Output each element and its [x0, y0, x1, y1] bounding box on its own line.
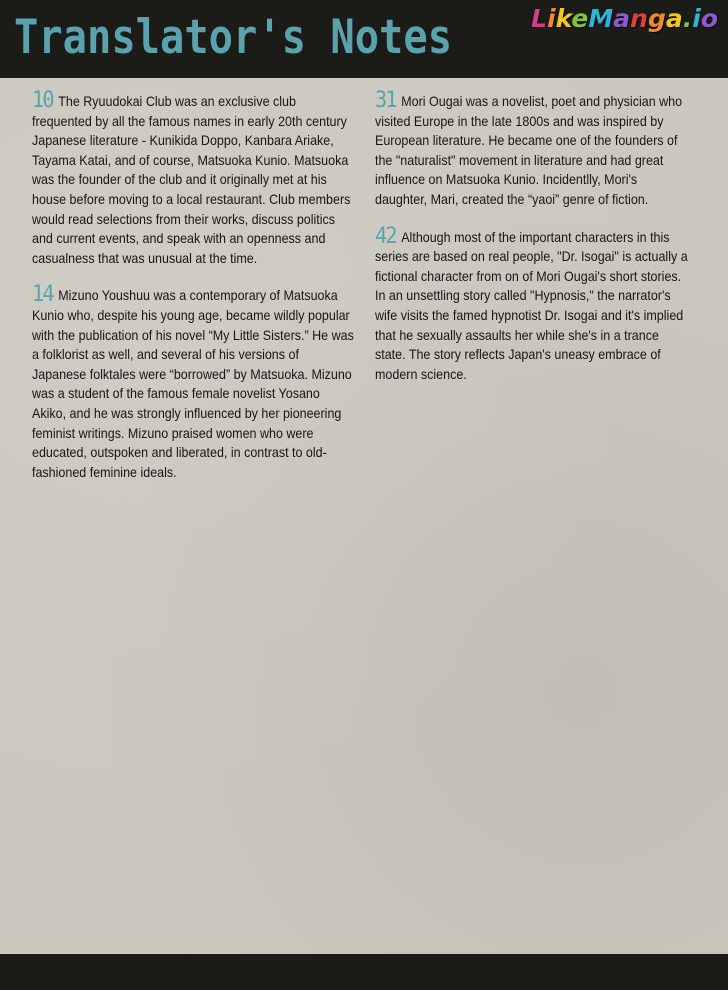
note-text: Although most of the important characters in this series are based on real people, "Dr. Isogai" is actually a fictional character from on of Mori Ougai's short stories. In an unsettling story called "Hypnosis," the narrator's wife visits the famed hypnotist Dr. Isogai and it's implied that he sexually assaults her while she's in a trance state. The story reflects Japan's uneasy embrace of modern science. — [375, 229, 688, 382]
note-10 — [32, 88, 354, 268]
note-text: The Ryuudokai Club was an exclusive club frequented by all the famous names in early 20th century Japanese literature - Kunikida Doppo, Kanbara Ariake, Tayama Katai, and of course, Matsuoka Kunio. Matsuoka was the founder of the club and it originally met at his house before moving to a local restaurant. Club members would read selections from their works, discuss politics and current events, and speak with an openness and casualness that was unusual at the time. — [32, 94, 351, 266]
watermark-logo: LikeManga.io — [531, 4, 718, 33]
note-text: Mizuno Youshuu was a contemporary of Matsuoka Kunio who, despite his young age, became wildly popular with the publication of his novel “My Little Sisters.” He was a folklorist as well, and several of his versions of Japanese folktales were “borrowed” by Matsuoka. Mizuno was a student of the famous female novelist Yosano Akiko, and he was strongly influenced by her pioneering feminist writings. Mizuno praised women who were educated, outspoken and liberated, in contrast to old-fashioned feminine ideals. — [32, 288, 354, 480]
page-title: Translator's Notes — [14, 10, 453, 65]
notes-column-right — [375, 88, 693, 402]
note-31 — [375, 88, 692, 210]
note-text: Mori Ougai was a novelist, poet and physician who visited Europe in the late 1800s and was inspired by European literature. He became one of the founders of the "naturalist" movement in literature and had great influence on Matsuoka Kunio. Incidentlly, Mori's daughter, Mari, created the “yaoi” genre of fiction. — [375, 94, 683, 207]
note-number: 14 — [32, 282, 53, 308]
notes-column-left — [32, 88, 354, 500]
note-number: 31 — [375, 88, 396, 113]
note-42 — [375, 223, 692, 385]
note-number: 42 — [375, 223, 396, 249]
note-14 — [32, 282, 354, 482]
header-bar — [0, 0, 728, 78]
note-number: 10 — [32, 88, 53, 113]
footer-bar — [0, 954, 728, 990]
